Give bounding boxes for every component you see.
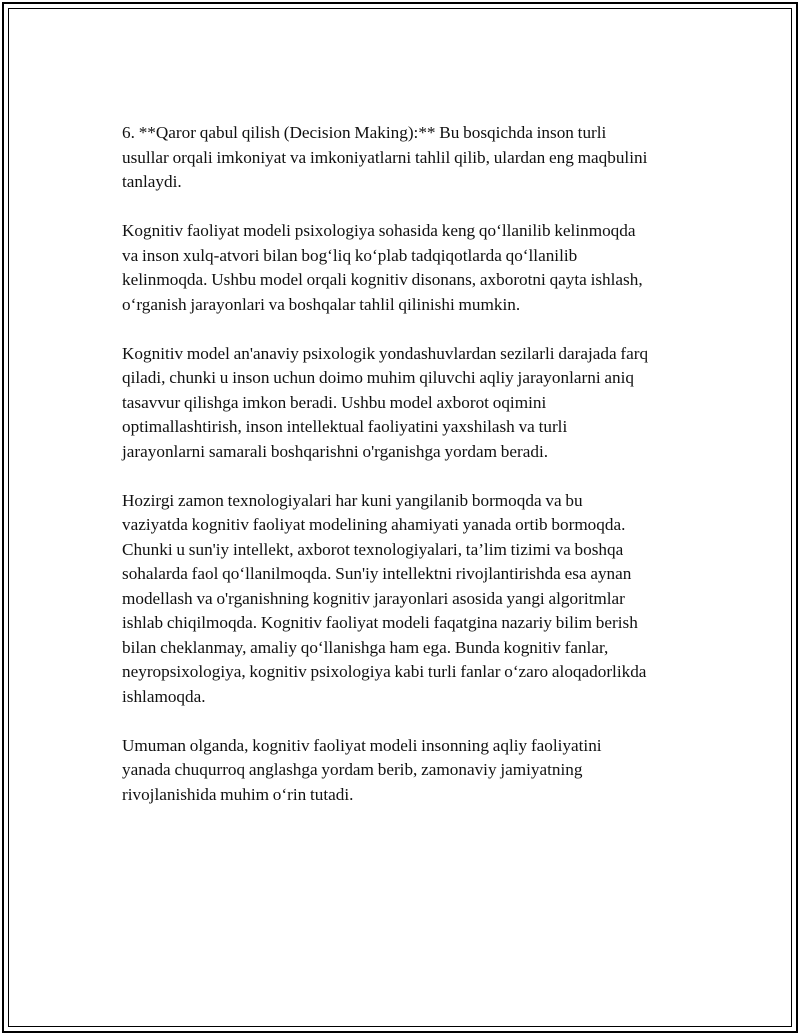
paragraph-decision-making: 6. **Qaror qabul qilish (Decision Making):** Bu bosqichda inson turli usullar orqali imkoniyat va imkoniyatlarni tahlil qilib, ulardan eng maqbulini tanlaydi.: [122, 123, 648, 191]
paragraph-cognitive-model-difference: Kognitiv model an'anaviy psixologik yondashuvlardan sezilarli darajada farq qiladi, chunki u inson uchun doimo muhim qiluvchi aqliy jarayonlarni aniq tasavvur qilishga imkon beradi. Ushbu model axborot oqimini optimallashtirish, inson intellektual faoliyatini yaxshilash va turli jarayonlarni samarali boshqarishni o'rganishga yordam beradi.: [122, 343, 649, 461]
paragraph-modern-technologies: Hozirgi zamon texnologiyalari har kuni yangilanib bormoqda va bu vaziyatda kognitiv faoliyat modelining ahamiyati yanada ortib bormoqda. Chunki u sun'iy intellekt, axborot texnologiyalari, ta’lim tizimi va boshqa sohalarda faol qo‘llanilmoqda. Sun'iy intellektni rivojlantirishda esa aynan modellash va o'rganishning kognitiv jarayonlari asosida yangi algoritmlar ishlab chiqilmoqda. Kognitiv faoliyat modeli faqatgina nazariy bilim berish bilan cheklanmay, amaliy qo‘llanishga ham ega. Bunda kognitiv fanlar, neyropsixologiya, kognitiv psixologiya kabi turli fanlar o‘zaro aloqadorlikda ishlamoqda.: [122, 490, 647, 706]
document-body: [122, 121, 704, 832]
page-frame: [2, 2, 798, 1033]
paragraph-conclusion: Umuman olganda, kognitiv faoliyat modeli insonning aqliy faoliyatini yanada chuqurroq anglashga yordam berib, zamonaviy jamiyatning rivojlanishida muhim o‘rin tutadi.: [122, 735, 602, 804]
paragraph-cognitive-model-application: Kognitiv faoliyat modeli psixologiya sohasida keng qo‘llanilib kelinmoqda va inson xulq-atvori bilan bog‘liq ko‘plab tadqiqotlarda qo‘llanilib kelinmoqda. Ushbu model orqali kognitiv disonans, axborotni qayta ishlash, o‘rganish jarayonlari va boshqalar tahlil qilinishi mumkin.: [122, 221, 643, 314]
